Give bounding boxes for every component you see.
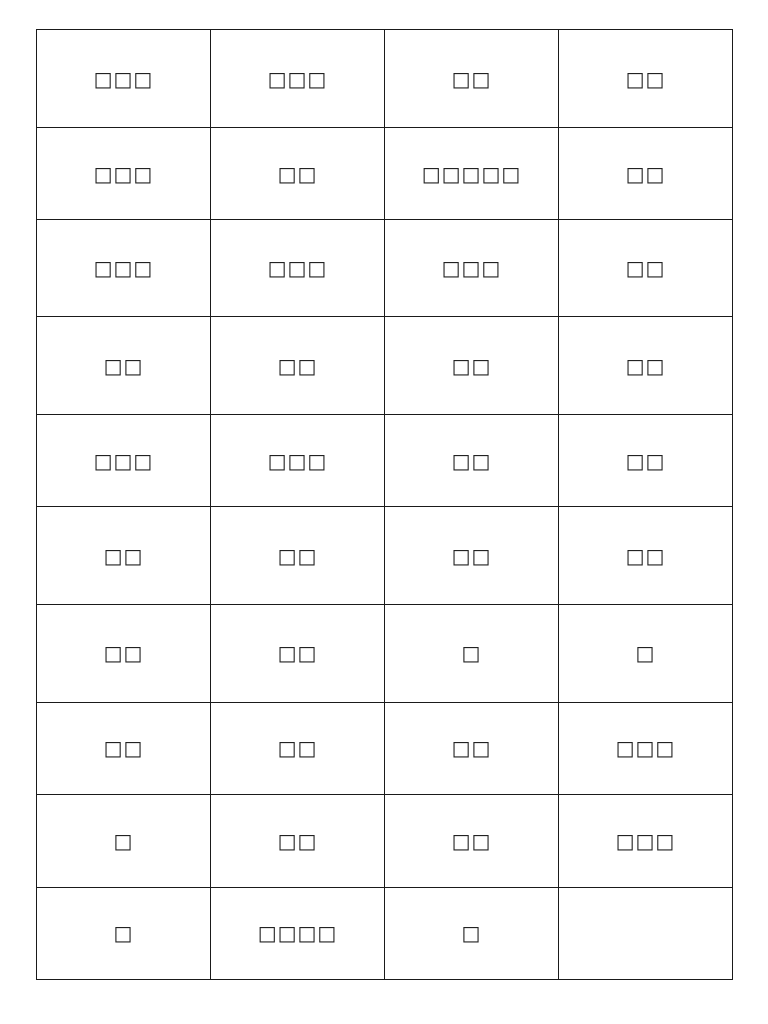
table-cell: □ [37, 887, 211, 979]
table-cell: □□□ [37, 128, 211, 220]
table-cell: □□ [37, 507, 211, 604]
table-cell: □□ [385, 415, 559, 507]
table-cell: □□ [37, 604, 211, 702]
table-cell: □□ [559, 30, 733, 128]
table-cell: □□ [385, 507, 559, 604]
table-cell: □□□ [211, 220, 385, 317]
table-cell: □□ [37, 317, 211, 415]
table-cell: □□ [385, 30, 559, 128]
table-cell: □□□□□ [385, 128, 559, 220]
table-cell: □□□ [385, 220, 559, 317]
table-cell: □□ [211, 507, 385, 604]
table-cell: □□ [559, 317, 733, 415]
table-row [37, 128, 733, 220]
table-cell: □□ [385, 702, 559, 794]
table-row [37, 887, 733, 979]
table-cell: □□ [559, 128, 733, 220]
table-cell: □□□ [37, 415, 211, 507]
table-cell-empty [559, 887, 733, 979]
table-cell: □□□ [37, 220, 211, 317]
word-grid-body [37, 30, 733, 980]
table-cell: □□□ [211, 415, 385, 507]
table-cell: □□ [37, 702, 211, 794]
table-cell: □□ [385, 794, 559, 887]
table-row [37, 794, 733, 887]
table-cell: □□ [211, 128, 385, 220]
table-cell: □□□ [37, 30, 211, 128]
table-cell: □□ [385, 317, 559, 415]
table-cell: □ [37, 794, 211, 887]
table-cell: □□ [211, 794, 385, 887]
table-cell: □□ [211, 604, 385, 702]
table-cell: □□□ [559, 702, 733, 794]
word-grid-table [36, 29, 733, 980]
table-row [37, 702, 733, 794]
table-cell: □□ [559, 220, 733, 317]
table-row [37, 317, 733, 415]
table-cell: □ [385, 604, 559, 702]
table-cell: □ [385, 887, 559, 979]
table-cell: □□ [211, 317, 385, 415]
table-row [37, 604, 733, 702]
table-cell: □□ [559, 507, 733, 604]
table-cell: □□ [559, 415, 733, 507]
table-cell: □□□□ [211, 887, 385, 979]
table-row [37, 415, 733, 507]
table-cell: □ [559, 604, 733, 702]
table-cell: □□□ [559, 794, 733, 887]
table-row [37, 30, 733, 128]
table-cell: □□ [211, 702, 385, 794]
table-row [37, 507, 733, 604]
table-cell: □□□ [211, 30, 385, 128]
table-row [37, 220, 733, 317]
